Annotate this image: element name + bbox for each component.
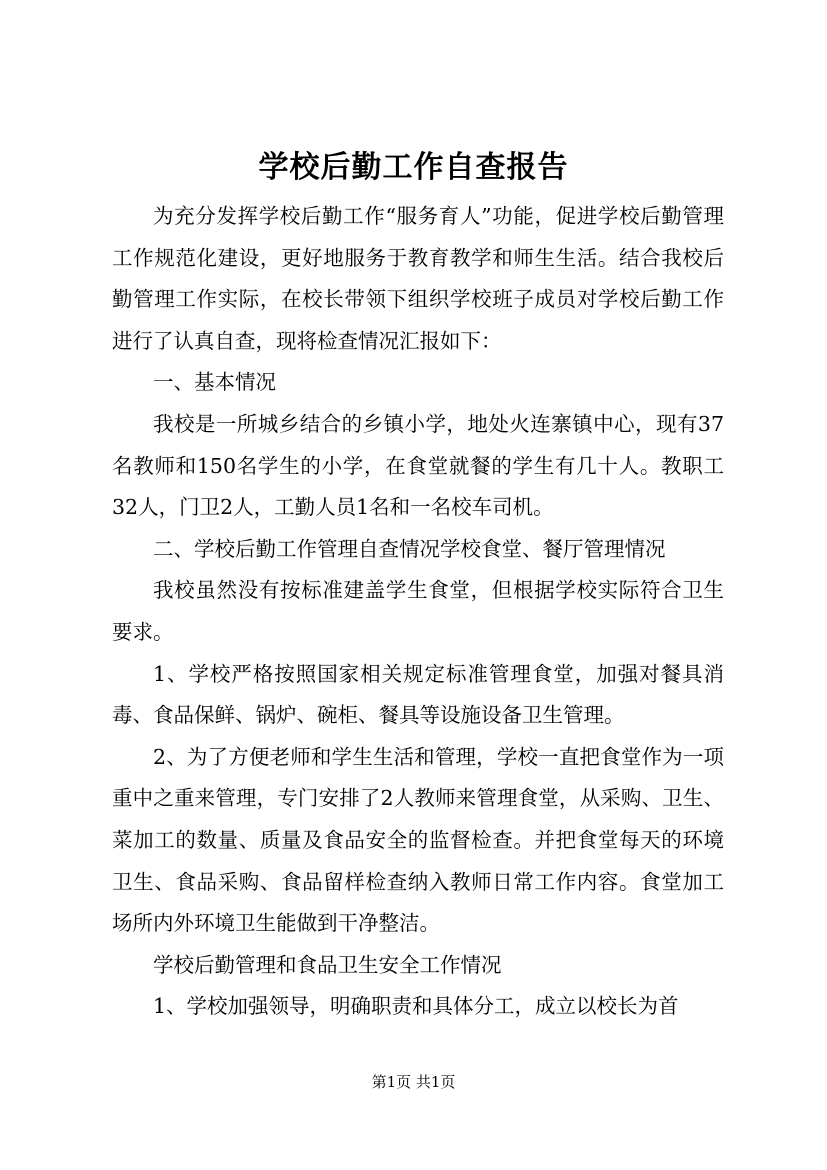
paragraph-intro: 为充分发挥学校后勤工作“服务育人”功能，促进学校后勤管理工作规范化建设，更好地服务于教育教学和师生生活。结合我校后勤管理工作实际，在校长带领下组织学校班子成员对学校后勤工作进行了认真自查，现将检查情况汇报如下： [112,204,724,353]
paragraph-item-2: 2、为了方便老师和学生生活和管理，学校一直把食堂作为一项重中之重来管理，专门安排了2人教师来管理食堂，从采购、卫生、菜加工的数量、质量及食品安全的监督检查。并把食堂每天的环境卫生、食品采购、食品留样检查纳入教师日常工作内容。食堂加工场所内外环境卫生能做到干净整洁。 [112,744,724,936]
paragraph-basic-info: 我校是一所城乡结合的乡镇小学，地处火连寨镇中心，现有37名教师和150名学生的小学，在食堂就餐的学生有几十人。教职工32人，门卫2人，工勤人员1名和一名校车司机。 [112,411,724,520]
section-heading-food-safety: 学校后勤管理和食品卫生安全工作情况 [153,952,502,977]
document-title: 学校后勤工作自查报告 [258,150,569,185]
paragraph-canteen: 我校虽然没有按标准建盖学生食堂，但根据学校实际符合卫生要求。 [112,578,724,644]
document-body [112,196,724,1028]
paragraph-item-1: 1、学校严格按照国家相关规定标准管理食堂，加强对餐具消毒、食品保鲜、锅炉、碗柜、餐具等设施设备卫生管理。 [112,661,724,728]
paragraph-food-safety-item-1: 1、学校加强领导，明确职责和具体分工，成立以校长为首 [153,994,679,1019]
section-heading-basic-info: 一、基本情况 [153,370,276,395]
section-heading-self-check: 二、学校后勤工作管理自查情况学校食堂、餐厅管理情况 [153,536,666,561]
page-footer: 第1页 共1页 [371,1073,456,1091]
